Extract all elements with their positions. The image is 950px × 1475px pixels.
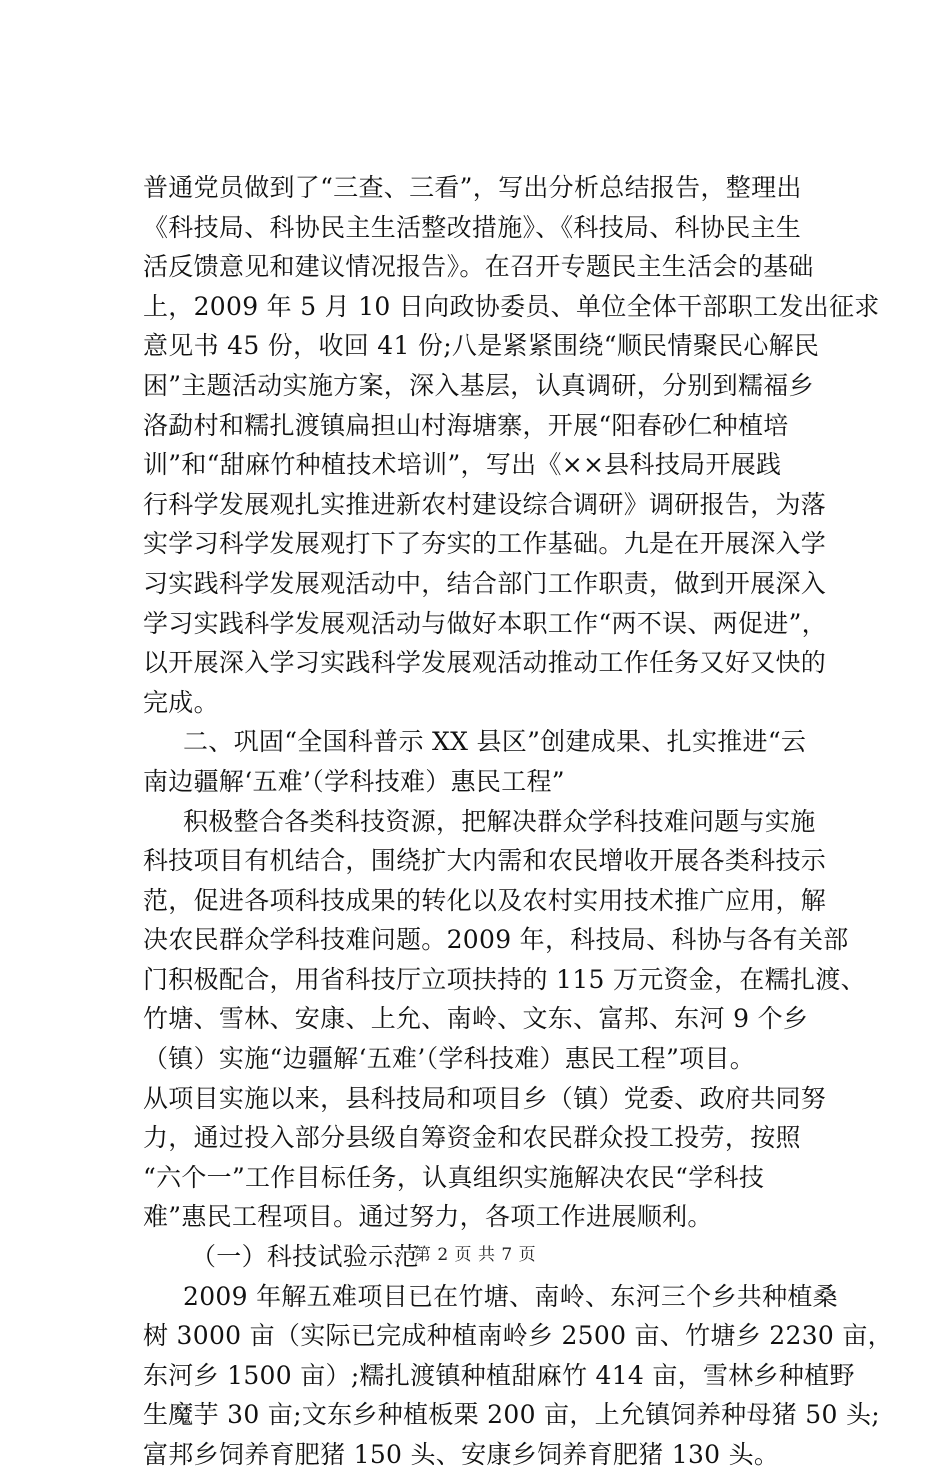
text-line: 积极整合各类科技资源，把解决群众学科技难问题与实施 xyxy=(183,806,816,836)
text-line: 树 3000 亩（实际已完成种植南岭乡 2500 亩、竹塘乡 2230 亩， xyxy=(143,1321,893,1351)
text-line: 困”主题活动实施方案，深入基层，认真调研，分别到糯福乡 xyxy=(143,370,814,400)
text-line: 训”和“甜麻竹种植技术培训”，写出《××县科技局开展践 xyxy=(143,450,782,480)
text-line: 习实践科学发展观活动中，结合部门工作职责，做到开展深入 xyxy=(143,568,827,598)
text-line: 2009 年解五难项目已在竹塘、南岭、东河三个乡共种植桑 xyxy=(183,1281,838,1311)
section-heading: 二、巩固“全国科普示 XX 县区”创建成果、扎实推进“云 xyxy=(183,727,807,757)
text-line: 《科技局、科协民主生活整改措施》、《科技局、科协民主生 xyxy=(143,212,802,242)
text-line: 以开展深入学习实践科学发展观活动推动工作任务又好又快的 xyxy=(143,648,827,678)
text-line: 活反馈意见和建议情况报告》。在召开专题民主生活会的基础 xyxy=(143,252,814,282)
text-line: 从项目实施以来，县科技局和项目乡（镇）党委、政府共同努 xyxy=(143,1083,827,1113)
text-line: 门积极配合，用省科技厅立项扶持的 115 万元资金，在糯扎渡、 xyxy=(143,964,866,994)
document-body xyxy=(143,168,893,1475)
text-line: 富邦乡饲养育肥猪 150 头、安康乡饲养育肥猪 130 头。 xyxy=(143,1440,780,1469)
text-line: 普通党员做到了“三查、三看”，写出分析总结报告，整理出 xyxy=(143,173,802,202)
text-line: 决农民群众学科技难问题。2009 年，科技局、科协与各有关部 xyxy=(143,925,849,955)
text-line: 科技项目有机结合，围绕扩大内需和农民增收开展各类科技示 xyxy=(143,846,827,876)
text-line: “六个一”工作目标任务，认真组织实施解决农民“学科技 xyxy=(143,1162,765,1192)
text-line: 学习实践科学发展观活动与做好本职工作“两不误、两促进”， xyxy=(143,608,827,638)
text-line: 完成。 xyxy=(143,687,219,717)
text-line: （镇）实施“边疆解‘五难’（学科技难）惠民工程”项目。 xyxy=(143,1044,756,1074)
text-line: 力，通过投入部分县级自筹资金和农民群众投工投劳，按照 xyxy=(143,1123,801,1153)
text-line: 上，2009 年 5 月 10 日向政协委员、单位全体干部职工发出征求 xyxy=(143,291,880,321)
text-line: 难”惠民工程项目。通过努力，各项工作进展顺利。 xyxy=(143,1202,713,1232)
text-line: 洛勐村和糯扎渡镇扁担山村海塘寨，开展“阳春砂仁种植培 xyxy=(143,410,789,440)
page-footer: 第 2 页 共 7 页 xyxy=(413,1245,537,1265)
text-line: 生魔芋 30 亩;文东乡种植板栗 200 亩，上允镇饲养种母猪 50 头; xyxy=(143,1400,880,1430)
text-line: 东河乡 1500 亩）;糯扎渡镇种植甜麻竹 414 亩，雪林乡种植野 xyxy=(143,1360,855,1390)
text-line: 竹塘、雪林、安康、上允、南岭、文东、富邦、东河 9 个乡 xyxy=(143,1004,809,1034)
text-line: 意见书 45 份，收回 41 份;八是紧紧围绕“顺民情聚民心解民 xyxy=(143,331,820,361)
section-heading-cont: 南边疆解‘五难’（学科技难）惠民工程” xyxy=(143,766,565,796)
text-line: 范，促进各项科技成果的转化以及农村实用技术推广应用，解 xyxy=(143,885,827,915)
text-line: 行科学发展观扎实推进新农村建设综合调研》调研报告，为落 xyxy=(143,489,827,519)
text-line: 实学习科学发展观打下了夯实的工作基础。九是在开展深入学 xyxy=(143,529,827,559)
subsection-heading: （一）科技试验示范 xyxy=(191,1242,419,1272)
